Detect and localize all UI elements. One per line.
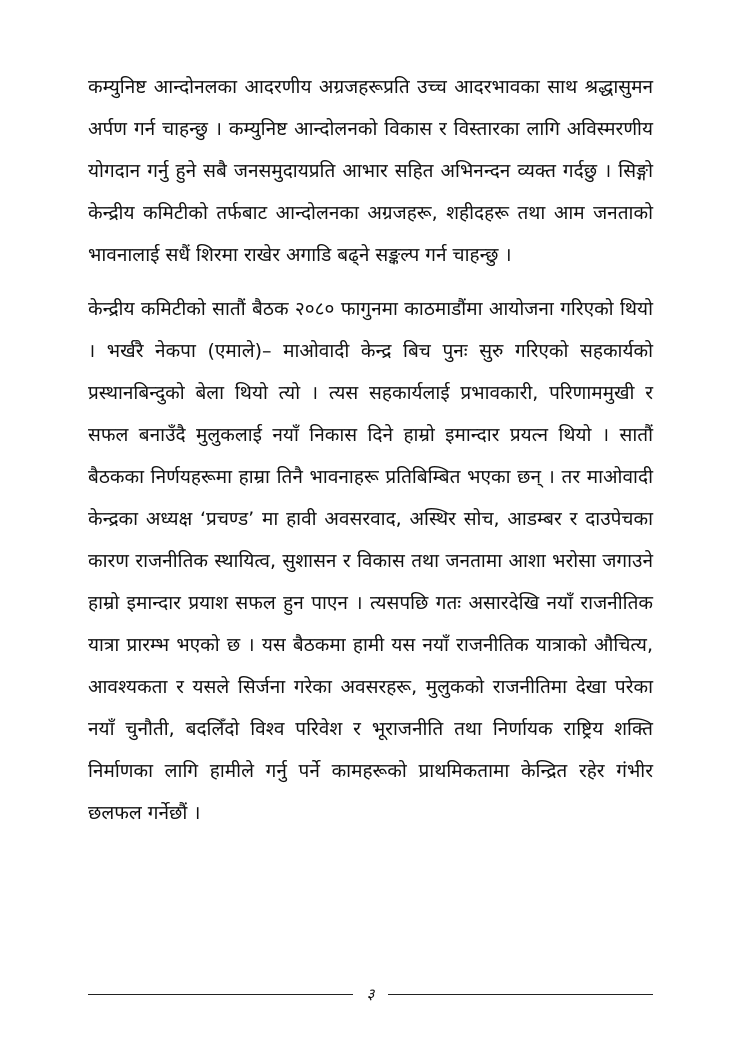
- page-number: ३: [366, 985, 375, 1003]
- paragraph-committee-meeting: केन्द्रीय कमिटीको सातौं बैठक २०८० फागुनमा काठमाडौंमा आयोजना गरिएको थियो । भर्खरै नेकपा (एमाले)– माओवादी केन्द्र बिच पुनः सुरु गरिएको सहकार्यको प्रस्थानबिन्दुको बेला थियो त्यो । त्यस सहकार्यलाई प्रभावकारी, परिणाममुखी र सफल बनाउँदै मुलुकलाई नयाँ निकास दिने हाम्रो इमान्दार प्रयत्न थियो । सातौं बैठकका निर्णयहरूमा हाम्रा तिनै भावनाहरू प्रतिबिम्बित भएका छन् । तर माओवादी केन्द्रका अध्यक्ष ‘प्रचण्ड’ मा हावी अवसरवाद, अस्थिर सोच, आडम्बर र दाउपेचका कारण राजनीतिक स्थायित्व, सुशासन र विकास तथा जनतामा आशा भरोसा जगाउने हाम्रो इमान्दार प्रयाश सफल हुन पाएन । त्यसपछि गतः असारदेखि नयाँ राजनीतिक यात्रा प्रारम्भ भएको छ । यस बैठकमा हामी यस नयाँ राजनीतिक यात्राको औचित्य, आवश्यकता र यसले सिर्जना गरेका अवसरहरू, मुलुकको राजनीतिमा देखा परेका नयाँ चुनौती, बदलिँदो विश्व परिवेश र भूराजनीति तथा निर्णायक राष्ट्रिय शक्ति निर्माणका लागि हामीले गर्नु पर्ने कामहरूको प्राथमिकतामा केन्द्रित रहेर गंभीर छलफल गर्नेछौं ।: [88, 298, 653, 824]
- footer-rule-left: [88, 994, 353, 995]
- page-body: [88, 66, 653, 834]
- paragraph-tribute: कम्युनिष्ट आन्दोनलका आदरणीय अग्रजहरूप्रति उच्च आदरभावका साथ श्रद्धासुमन अर्पण गर्न चाहन्छु । कम्युनिष्ट आन्दोलनको विकास र विस्तारका लागि अविस्मरणीय योगदान गर्नु हुने सबै जनसमुदायप्रति आभार सहित अभिनन्दन व्यक्त गर्दछु । सिङ्गो केन्द्रीय कमिटीको तर्फबाट आन्दोलनका अग्रजहरू, शहीदहरू तथा आम जनताको भावनालाई सधैं शिरमा राखेर अगाडि बढ्ने सङ्कल्प गर्न चाहन्छु ।: [88, 76, 653, 266]
- footer-rule-right: [388, 994, 653, 995]
- page-footer: [88, 982, 653, 1006]
